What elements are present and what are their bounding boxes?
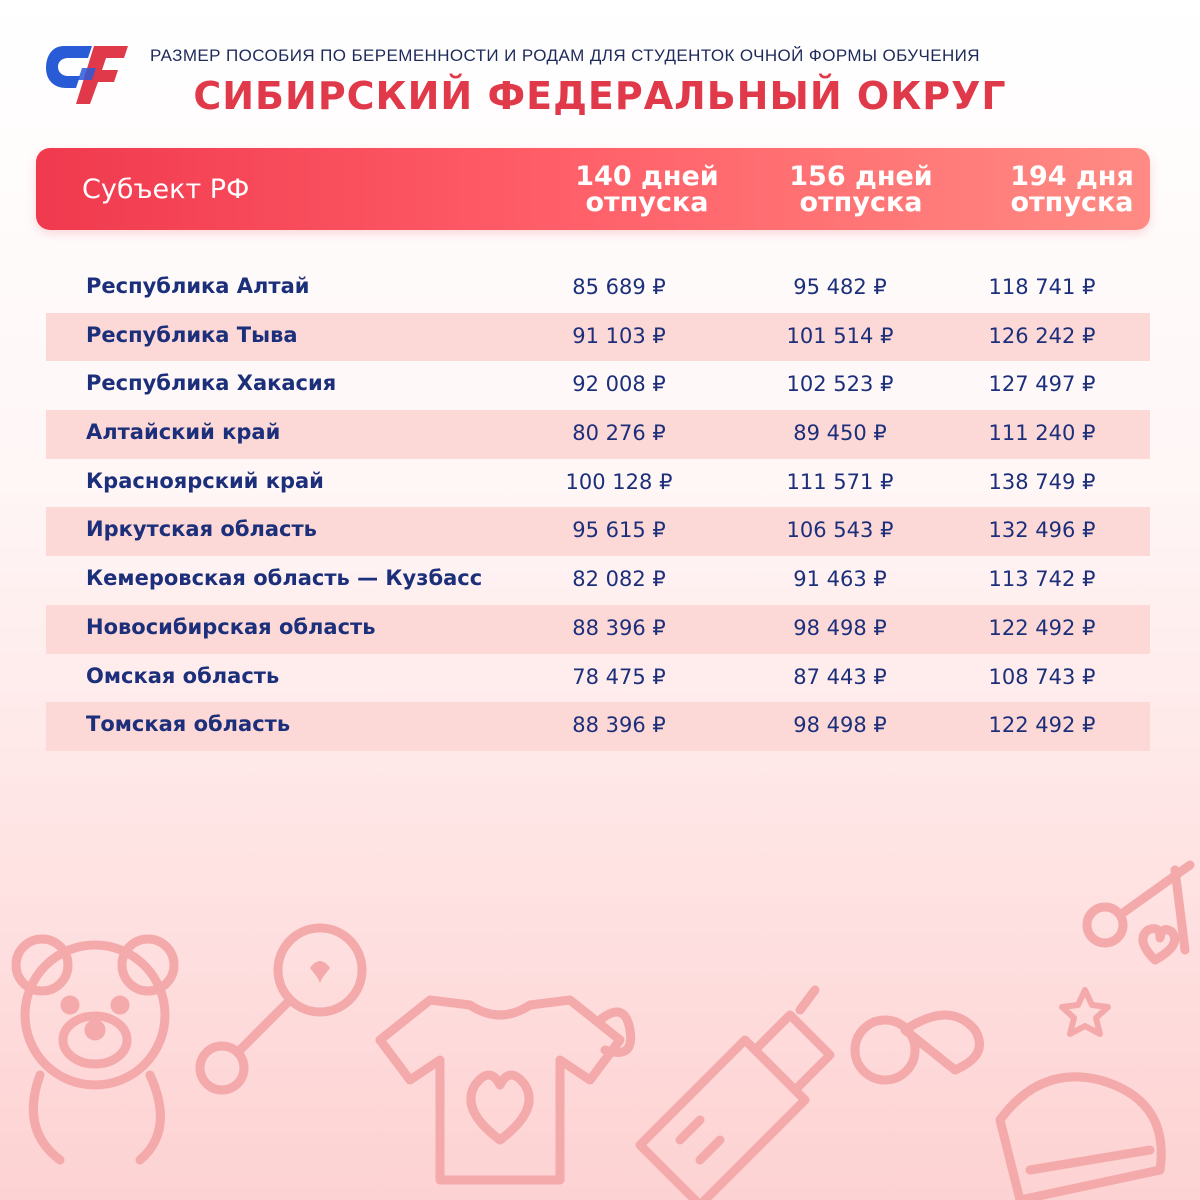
row-value-140: 92 008 ₽ — [572, 372, 666, 397]
heart-icon — [471, 1075, 529, 1140]
row-value-156: 111 571 ₽ — [786, 469, 894, 494]
page-subtitle: РАЗМЕР ПОСОБИЯ ПО БЕРЕМЕННОСТИ И РОДАМ ДЛЯ СТУДЕНТОК ОЧНОЙ ФОРМЫ ОБУЧЕНИЯ — [150, 46, 980, 65]
row-subject-name: Томская область — [86, 712, 291, 737]
column-header-156-line2: отпуска — [799, 187, 923, 218]
row-subject-name: Омская область — [86, 663, 280, 688]
star-icon — [1062, 990, 1108, 1034]
row-value-194: 127 497 ₽ — [988, 372, 1096, 397]
crib-mobile-icon — [1087, 865, 1190, 960]
row-value-194: 138 749 ₽ — [988, 469, 1096, 494]
table-row — [46, 459, 1150, 508]
baby-items-decoration — [0, 840, 1200, 1200]
row-subject-name: Кемеровская область — Кузбасс — [86, 566, 483, 591]
row-subject-name: Иркутская область — [86, 517, 317, 542]
row-value-194: 132 496 ₽ — [988, 518, 1096, 543]
table-row — [46, 410, 1150, 459]
column-header-140-line2: отпуска — [585, 187, 709, 218]
column-header-194-line1: 194 дня — [1010, 161, 1134, 192]
baby-bodysuit-icon — [380, 1000, 620, 1180]
row-subject-name: Алтайский край — [86, 420, 281, 445]
table-row — [46, 605, 1150, 654]
diaper-icon — [1000, 1077, 1161, 1200]
baby-bottle-icon — [640, 990, 830, 1200]
table-row — [46, 313, 1150, 362]
row-value-140: 88 396 ₽ — [572, 615, 666, 640]
row-value-194: 122 492 ₽ — [988, 615, 1096, 640]
row-value-156: 91 463 ₽ — [793, 567, 887, 592]
row-value-194: 113 742 ₽ — [988, 567, 1096, 592]
column-header-140-line1: 140 дней — [575, 161, 719, 192]
row-value-140: 100 128 ₽ — [565, 469, 673, 494]
row-value-140: 85 689 ₽ — [572, 275, 666, 299]
pacifier-icon — [855, 1015, 980, 1080]
sfr-logo-icon — [42, 38, 132, 108]
row-value-156: 89 450 ₽ — [793, 421, 887, 446]
table-header — [36, 148, 1150, 230]
row-value-156: 102 523 ₽ — [786, 372, 894, 397]
column-header-subject: Субъект РФ — [82, 174, 250, 205]
row-subject-name: Республика Хакасия — [86, 371, 337, 396]
row-value-156: 106 543 ₽ — [786, 518, 894, 543]
column-header-156 — [761, 161, 961, 218]
row-value-156: 101 514 ₽ — [786, 323, 894, 348]
row-value-140: 88 396 ₽ — [572, 713, 666, 738]
row-value-140: 80 276 ₽ — [572, 421, 666, 446]
row-value-156: 87 443 ₽ — [793, 664, 887, 689]
row-value-140: 95 615 ₽ — [572, 518, 666, 543]
row-subject-name: Красноярский край — [86, 468, 324, 493]
row-value-140: 78 475 ₽ — [572, 664, 666, 689]
table-row — [46, 361, 1150, 410]
table-body — [46, 264, 1150, 751]
column-header-156-line1: 156 дней — [789, 161, 933, 192]
row-value-140: 91 103 ₽ — [572, 323, 666, 348]
row-value-156: 98 498 ₽ — [793, 615, 887, 640]
row-value-194: 122 492 ₽ — [988, 713, 1096, 738]
column-header-140 — [547, 161, 747, 218]
column-header-194-line2: отпуска — [1010, 187, 1134, 218]
row-subject-name: Республика Алтай — [86, 274, 310, 298]
table-row — [46, 654, 1150, 703]
row-value-194: 108 743 ₽ — [988, 664, 1096, 689]
row-value-140: 82 082 ₽ — [572, 567, 666, 592]
page-title: СИБИРСКИЙ ФЕДЕРАЛЬНЫЙ ОКРУГ — [193, 74, 1007, 118]
table-row — [46, 556, 1150, 605]
row-value-156: 98 498 ₽ — [793, 713, 887, 738]
table-row — [46, 507, 1150, 556]
teddy-bear-icon — [16, 939, 174, 1160]
row-value-194: 111 240 ₽ — [988, 421, 1096, 446]
column-header-194 — [972, 161, 1172, 218]
row-subject-name: Республика Тыва — [86, 322, 298, 347]
row-value-156: 95 482 ₽ — [793, 275, 887, 299]
table-row — [46, 264, 1150, 313]
rattle-icon — [200, 928, 362, 1090]
row-subject-name: Новосибирская область — [86, 614, 376, 639]
row-value-194: 126 242 ₽ — [988, 323, 1096, 348]
row-value-194: 118 741 ₽ — [988, 275, 1096, 299]
table-row — [46, 702, 1150, 751]
